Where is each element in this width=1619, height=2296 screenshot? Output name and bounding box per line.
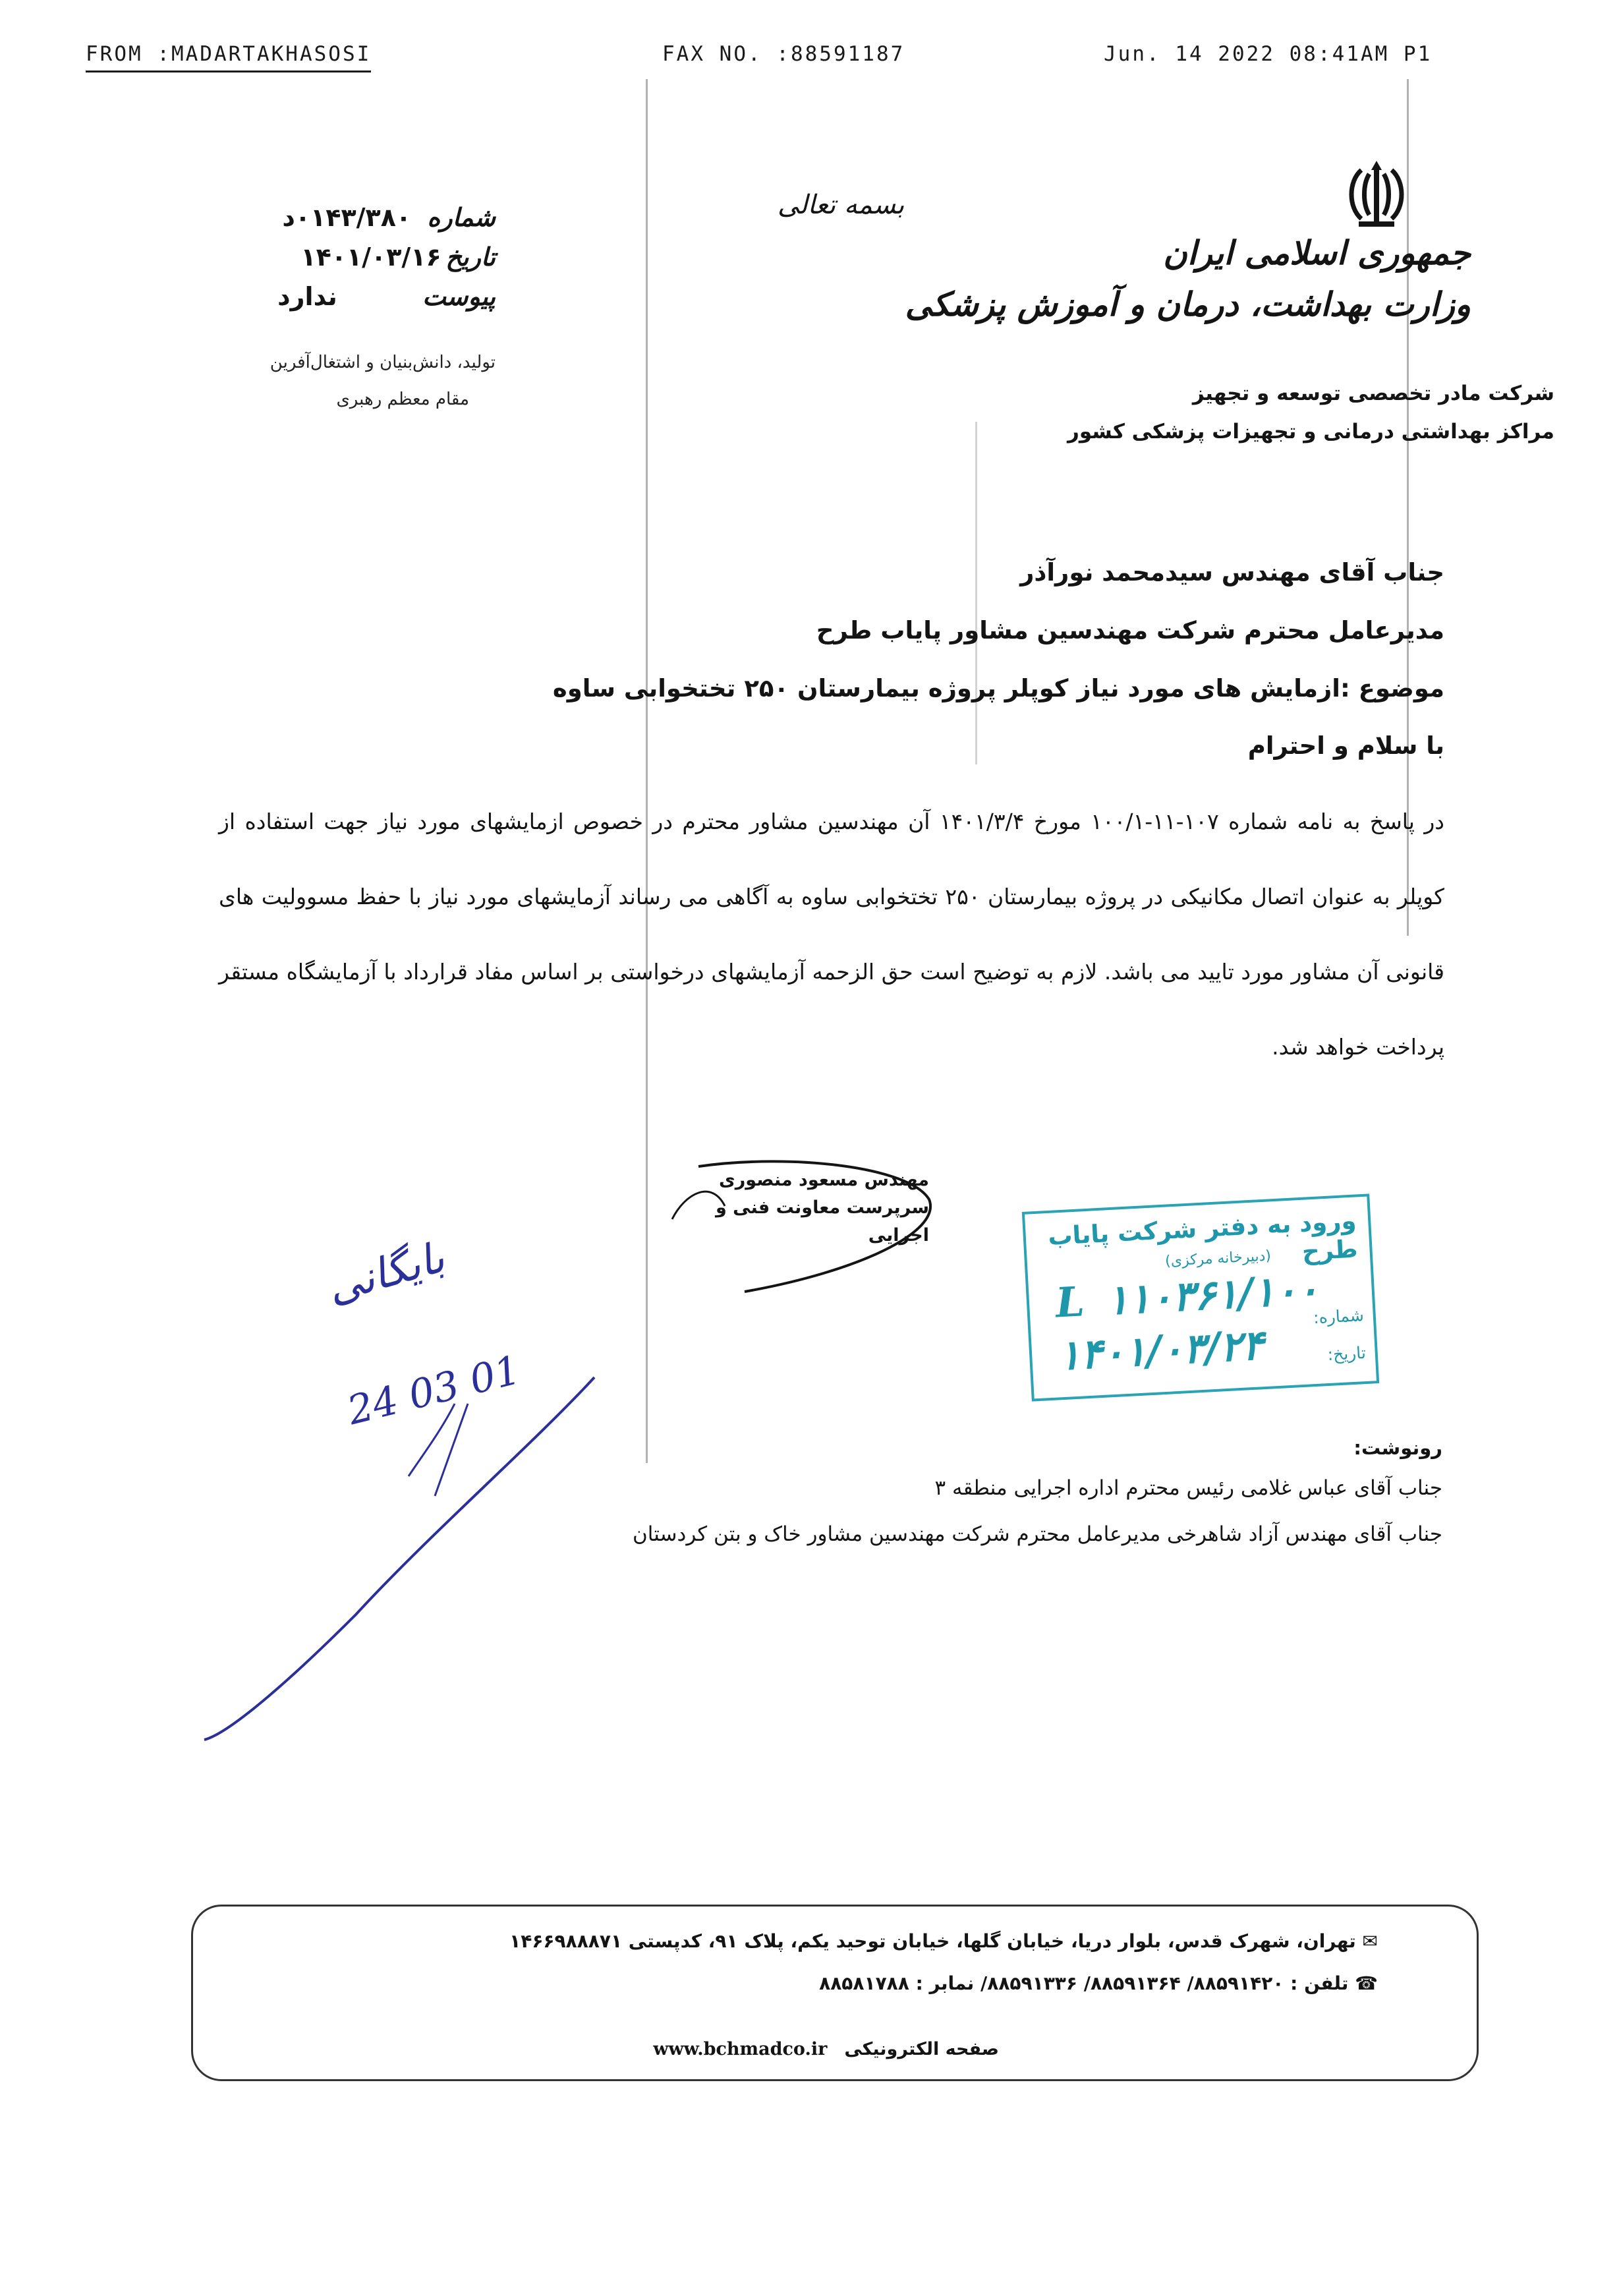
letter-attachment: پیوستندارد bbox=[277, 281, 496, 311]
location-icon: ✉ bbox=[1355, 1930, 1378, 1952]
phone-icon: ☎ bbox=[1348, 1972, 1378, 1994]
scan-streak bbox=[646, 79, 648, 1463]
footer-phone: ☎ تلفن : ۸۸۵۹۱۴۲۰/ ۸۸۵۹۱۳۶۴/ ۸۸۵۹۱۳۳۶/ نمابر : ۸۸۵۸۱۷۸۸ bbox=[819, 1972, 1378, 1994]
pen-stroke bbox=[191, 1364, 626, 1749]
website-url[interactable]: www.bchmadco.ir bbox=[653, 2039, 828, 2059]
ministry-header bbox=[905, 227, 1471, 330]
addressee-position: مدیرعامل محترم شرکت مهندسین مشاور پایاب طرح bbox=[816, 616, 1444, 645]
slogan-text: تولید، دانش‌بنیان و اشتغال‌آفرین bbox=[270, 353, 496, 372]
signer-name: مهندس مسعود منصوری bbox=[719, 1170, 929, 1190]
footer-contact-box bbox=[191, 1905, 1479, 2081]
registration-stamp bbox=[1022, 1193, 1379, 1401]
stamp-date-value: ۱۴۰۱/۰۳/۲۴ bbox=[1057, 1321, 1265, 1380]
signer-title: سرپرست معاونت فنی و اجرایی bbox=[715, 1197, 929, 1246]
fax-from: FROM :MADARTAKHASOSI bbox=[86, 42, 371, 66]
iran-emblem-icon bbox=[1340, 158, 1413, 233]
fax-datetime: Jun. 14 2022 08:41AM P1 bbox=[1104, 42, 1433, 66]
stamp-number-value: ۱۰۰/L ۱۱۰۳۶۱ bbox=[1054, 1265, 1321, 1327]
cc-recipient-1: جناب آقای عباس غلامی رئیس محترم اداره اجرایی منطقه ۳ bbox=[934, 1476, 1442, 1500]
letter-body: در پاسخ به نامه شماره ۱۰۷-۱۱-۱۰۰/۱ مورخ ۱۴۰۱/۳/۴ آن مهندسین مشاور محترم در خصوص ازمایشهای مورد نیاز جهت استفاده از کوپلر به عنوان اتصال مکانیکی در پروژه بیمارستان ۲۵۰ تختخوابی ساوه به آگاهی می رساند آزمایشهای مورد نیاز با حفظ مسوولیت های قانونی آن مشاور مورد تایید می باشد. لازم به توضیح است حق الزحمه آزمایشهای درخواستی بر اساس مفاد قرارداد با آزمایشگاه مستقر پرداخت خواهد شد. bbox=[219, 809, 1445, 1060]
cc-title: رونوشت: bbox=[1353, 1437, 1442, 1459]
stamp-title: ورود به دفتر شرکت پایاب طرح bbox=[1047, 1206, 1359, 1266]
addressee-block bbox=[553, 544, 1444, 718]
stamp-number-label: شماره: bbox=[1313, 1306, 1365, 1328]
slogan-source: مقام معظم رهبری bbox=[336, 389, 469, 409]
ministry-name: وزارت بهداشت، درمان و آموزش پزشکی bbox=[905, 285, 1471, 324]
slogan bbox=[270, 344, 496, 418]
subject: موضوع :ازمایش های مورد نیاز کوپلر پروژه بیمارستان ۲۵۰ تختخوابی ساوه bbox=[552, 674, 1444, 703]
stamp-date-label: تاریخ: bbox=[1326, 1343, 1367, 1365]
footer-website bbox=[636, 2039, 999, 2059]
letter-date: تاریخ۱۴۰۱/۰۳/۱۶ bbox=[300, 242, 496, 272]
letter-meta bbox=[272, 198, 496, 316]
letter-number: شماره۰۱۴۳/۳۸۰د bbox=[282, 202, 496, 232]
stamp-subtitle: (دبیرخانه مرکزی) bbox=[1164, 1248, 1272, 1270]
handwritten-note: بایگانی bbox=[322, 1233, 450, 1313]
addressee: جناب آقای مهندس سیدمحمد نورآذر bbox=[1020, 558, 1444, 587]
handwritten-date: 24 03 01 bbox=[343, 1346, 525, 1435]
fax-number: FAX NO. :88591187 bbox=[662, 42, 905, 66]
company-line-1: شرکت مادر تخصصی توسعه و تجهیز bbox=[1192, 382, 1554, 405]
signer-block bbox=[685, 1166, 929, 1249]
company-name bbox=[1067, 374, 1554, 451]
cc-recipient-2: جناب آقای مهندس آزاد شاهرخی مدیرعامل محترم شرکت مهندسین مشاور خاک و بتن کردستان bbox=[632, 1522, 1442, 1546]
website-label: صفحه الکترونیکی bbox=[844, 2039, 999, 2059]
country-name: جمهوری اسلامی ایران bbox=[1163, 233, 1471, 272]
footer-address: ✉ تهران، شهرک قدس، بلوار دریا، خیابان گلها، خیابان توحید یکم، پلاک ۹۱، کدپستی ۱۴۶۶۹۸۸۸۷۱ bbox=[509, 1930, 1378, 1952]
bismillah: بسمه تعالی bbox=[778, 190, 905, 220]
company-line-2: مراکز بهداشتی درمانی و تجهیزات پزشکی کشور bbox=[1067, 420, 1554, 444]
greeting: با سلام و احترام bbox=[1247, 732, 1444, 760]
